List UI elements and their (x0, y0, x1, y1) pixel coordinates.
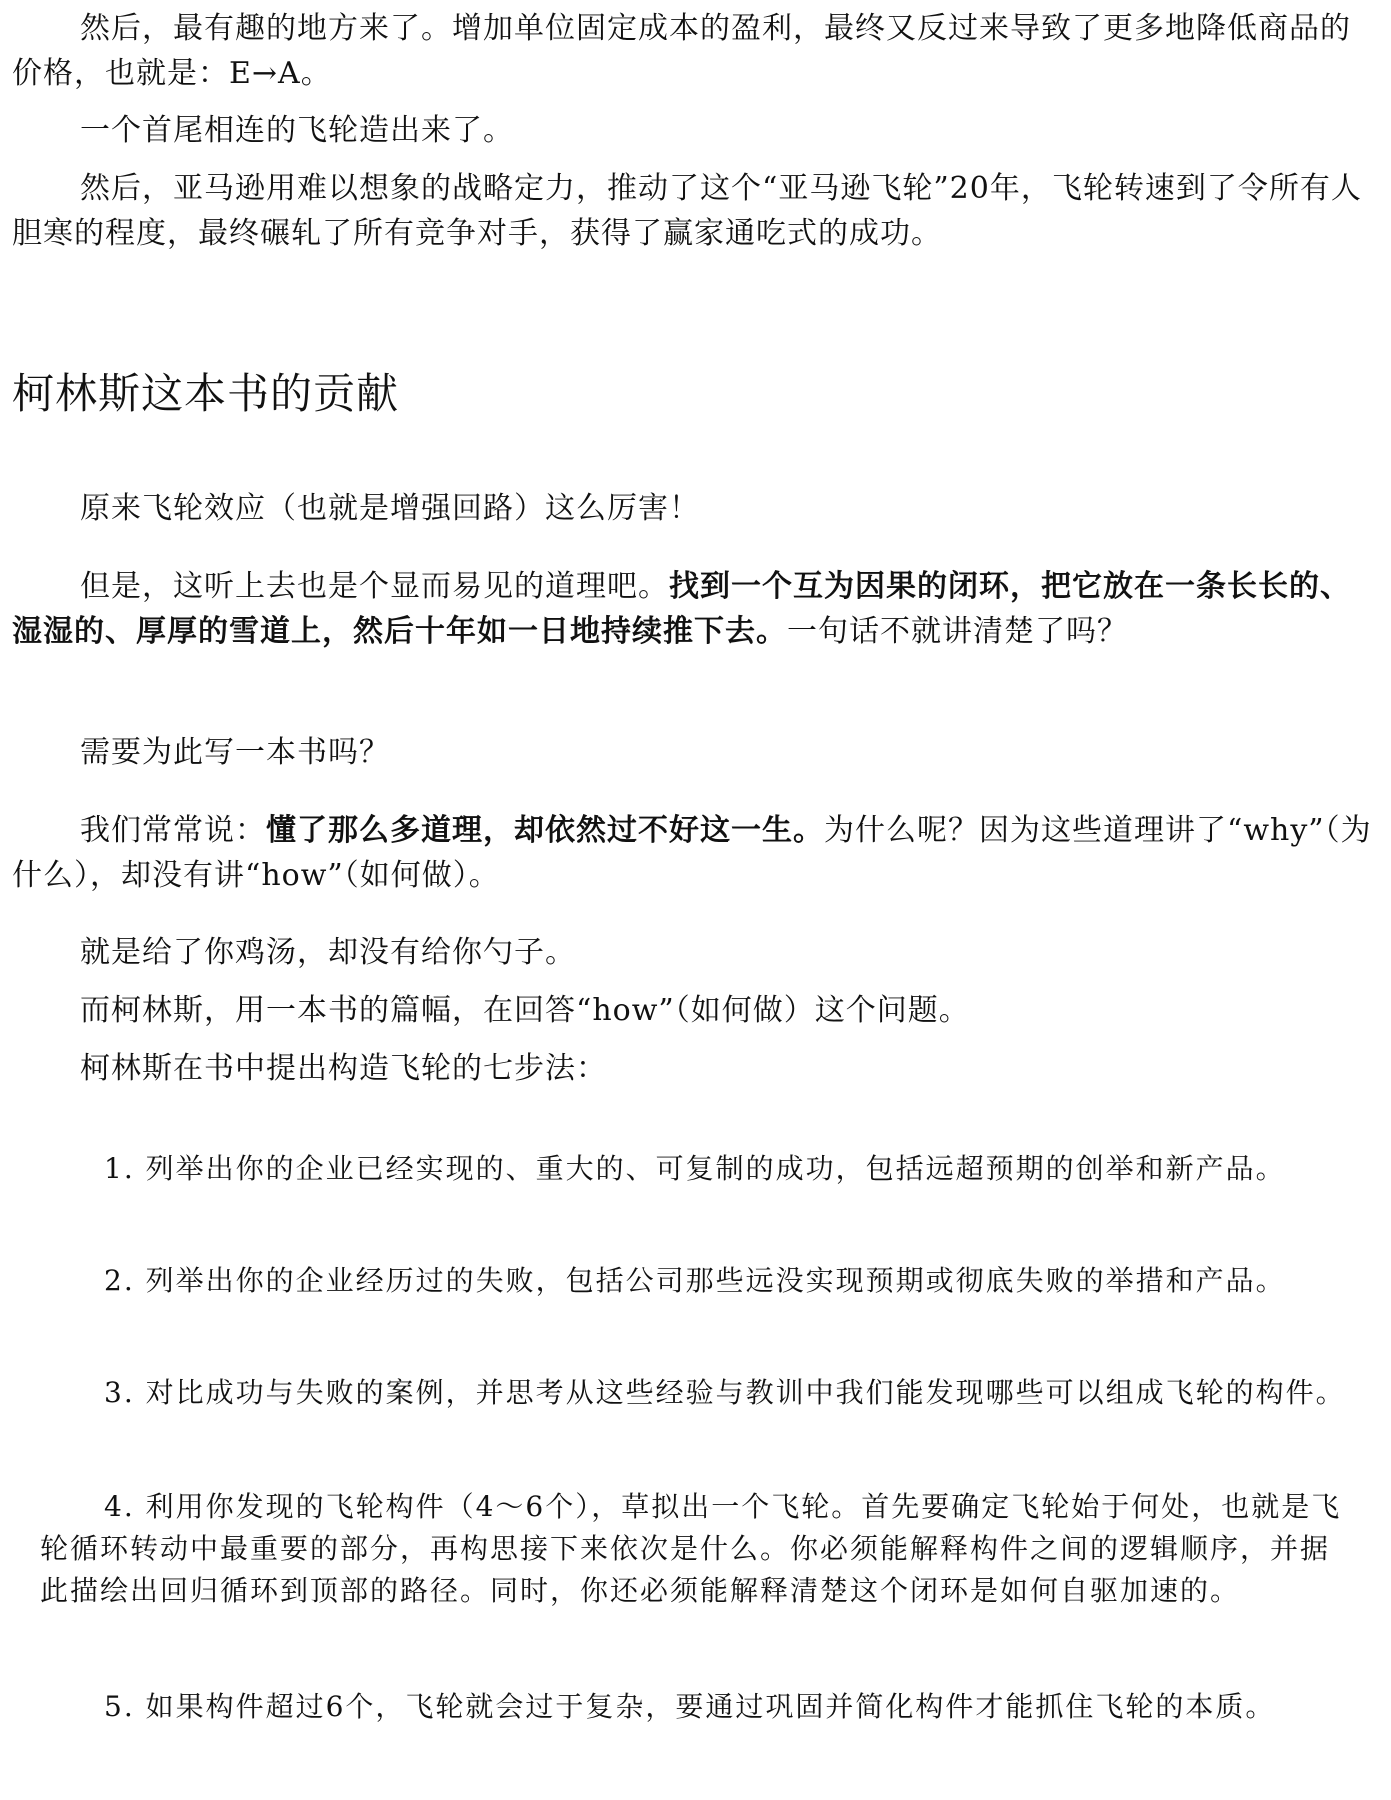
list-item-step-5: 5. 如果构件超过6个，飞轮就会过于复杂，要通过巩固并简化构件才能抓住飞轮的本质。 (104, 1690, 1276, 1723)
list-item-step-2: 2. 列举出你的企业经历过的失败，包括公司那些远没实现预期或彻底失败的举措和产品。 (104, 1264, 1286, 1297)
paragraph-collins-how: 而柯林斯，用一本书的篇幅，在回答“how”（如何做）这个问题。 (80, 993, 970, 1028)
text-plain: 为什么呢？因为这些道理讲了“why”（为什么），却没有讲“how”（如何做）。 (12, 813, 1372, 893)
text-bold-emphasis: 懂了那么多道理，却依然过不好这一生。 (266, 813, 824, 848)
paragraph-amazon-flywheel: 然后，亚马逊用难以想象的战略定力，推动了这个“亚马逊飞轮”20年，飞轮转速到了令所有人胆寒的程度，最终碾轧了所有竞争对手，获得了赢家通吃式的成功。 (12, 171, 1362, 251)
paragraph-obvious-principle (0, 564, 1391, 654)
paragraph-seven-steps-intro: 柯林斯在书中提出构造飞轮的七步法： (80, 1051, 607, 1086)
paragraph-flywheel-effect: 原来飞轮效应（也就是增强回路）这么厉害！ (80, 491, 700, 526)
paragraph-why-how (0, 808, 1391, 898)
text-plain: 我们常常说： (80, 813, 266, 848)
paragraph-flywheel-built: 一个首尾相连的飞轮造出来了。 (80, 113, 514, 148)
paragraph-price-loop: 然后，最有趣的地方来了。增加单位固定成本的盈利，最终又反过来导致了更多地降低商品的价格，也就是：E→A。 (12, 11, 1351, 91)
paragraph-soup-spoon: 就是给了你鸡汤，却没有给你勺子。 (80, 935, 576, 970)
text-plain: 但是，这听上去也是个显而易见的道理吧。 (80, 569, 669, 604)
list-item-step-3: 3. 对比成功与失败的案例，并思考从这些经验与教训中我们能发现哪些可以组成飞轮的构件。 (104, 1376, 1346, 1409)
paragraph-need-book: 需要为此写一本书吗？ (80, 735, 390, 770)
list-item-step-4: 4. 利用你发现的飞轮构件（4～6个），草拟出一个飞轮。首先要确定飞轮始于何处，也就是飞轮循环转动中最重要的部分，再构思接下来依次是什么。你必须能解释构件之间的逻辑顺序，并据此描绘出回归循环到顶部的路径。同时，你还必须能解释清楚这个闭环是如何自驱加速的。 (40, 1490, 1342, 1607)
text-plain: 一句话不就讲清楚了吗？ (787, 614, 1128, 649)
text-bold-emphasis: 找到一个互为因果的闭环，把它放在一条长长的、湿湿的、厚厚的雪道上，然后十年如一日地持续推下去。 (12, 569, 1351, 649)
section-heading: 柯林斯这本书的贡献 (12, 369, 400, 418)
list-item-step-1: 1. 列举出你的企业已经实现的、重大的、可复制的成功，包括远超预期的创举和新产品。 (104, 1152, 1286, 1185)
